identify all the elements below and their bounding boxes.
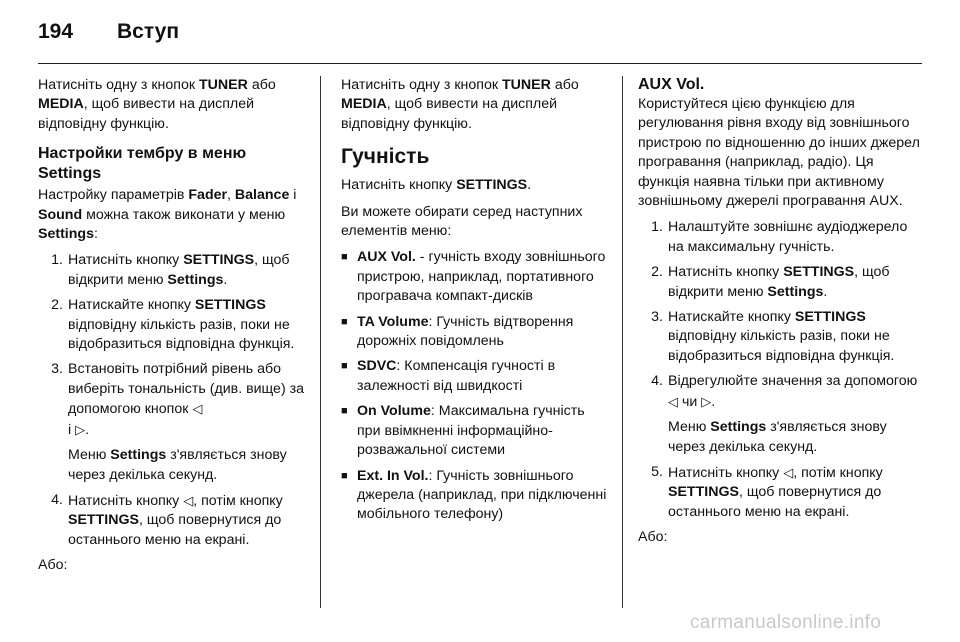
column-divider-1 [320,76,321,608]
aux-steps [638,218,926,522]
menu-lead-text: Ви можете обирати серед наступних елементів меню: [341,203,583,240]
column-2 [341,76,611,531]
list-item: ■ On Volume: Максимальна гучність при ввімкненні інформаційно-розважальної системи [341,402,611,460]
list-item: 3. Натискайте кнопку SETTINGS відповідну кількість разів, поки не відобразиться відповідна функція. [651,309,895,364]
section-heading-tone-settings: Настройки тембру в меню Settings [38,145,247,183]
watermark-text: carmanualsonline.info [690,612,882,633]
bullet-square-icon: ■ [341,251,348,264]
volume-menu-items [341,248,611,524]
page-title: Вступ [117,20,180,43]
tone-steps [38,251,306,550]
list-item: ■ Ext. In Vol.: Гучність зовнішнього джерела (наприклад, при підключенні мобільного телефону) [341,467,611,525]
left-arrow-icon: ◁ [183,492,194,508]
right-arrow-icon: ▷ [75,421,86,437]
or-text: Або: [638,529,668,546]
list-item: 2. Натискайте кнопку SETTINGS відповідну кількість разів, поки не відобразиться відповідна функція. [51,297,295,353]
list-item: 4. Натисніть кнопку ◁, потім кнопку SETTINGS, щоб повернутися до останнього меню на екрані. [51,491,283,548]
header-rule [38,63,922,64]
right-arrow-icon: ▷ [701,393,712,409]
column-3 [638,76,926,555]
list-item: 1. Налаштуйте зовнішнє аудіоджерело на максимальну гучність. [651,219,908,255]
section-heading-volume: Гучність [341,145,430,169]
list-item: ■ SDVC: Компенсація гучності в залежності від швидкості [341,357,611,396]
press-settings-text: Натисніть кнопку SETTINGS. [341,177,532,194]
list-item: ■ AUX Vol. - гучність входу зовнішнього пристрою, наприклад, портативного програвача компакт-дисків [341,248,611,306]
left-arrow-icon: ◁ [783,464,794,480]
column-divider-2 [622,76,623,608]
list-item: 4. Відрегулюйте значення за допомогою ◁ чи ▷. Меню Settings з'являється знову через декілька секунд. [651,373,918,455]
intro-paragraph: Натисніть одну з кнопок TUNER або MEDIA, щоб вивести на дисплей відповідну функцію. [341,77,579,132]
bullet-square-icon: ■ [341,405,348,418]
list-item: 2. Натисніть кнопку SETTINGS, щоб відкрити меню Settings. [651,264,890,300]
or-text: Або: [38,557,68,574]
list-item: 5. Натисніть кнопку ◁, потім кнопку SETTINGS, щоб повернутися до останнього меню на екрані. [651,463,883,520]
page-number: 194 [38,20,74,43]
aux-paragraph: Користуйтеся цією функцією для регулювання рівня входу від зовнішнього пристрою по відношенню до інших джерел програвання (наприклад, радіо). Ця функція наявна тільки при активному зовнішньому джерелі програвання AUX. [638,96,920,210]
bullet-square-icon: ■ [341,315,348,328]
section-heading-aux-vol: AUX Vol. [638,76,705,93]
tone-paragraph: Настройку параметрів Fader, Balance і Sound можна також виконати у меню Settings: [38,187,297,243]
column-1 [38,76,306,583]
page-header [38,20,179,50]
list-item: 1. Натисніть кнопку SETTINGS, щоб відкрити меню Settings. [51,252,290,288]
list-item: 3. Встановіть потрібний рівень або виберіть тональність (див. вище) за допомогою кнопок ◁ і ▷. Меню Settings з'являється знову через декілька секунд. [51,361,305,483]
intro-paragraph: Натисніть одну з кнопок TUNER або MEDIA, щоб вивести на дисплей відповідну функцію. [38,77,276,132]
list-item: ■ TA Volume: Гучність відтворення дорожніх повідомлень [341,313,611,352]
left-arrow-icon: ◁ [192,401,203,417]
bullet-square-icon: ■ [341,360,348,373]
left-arrow-icon: ◁ [668,393,678,409]
bullet-square-icon: ■ [341,469,348,482]
